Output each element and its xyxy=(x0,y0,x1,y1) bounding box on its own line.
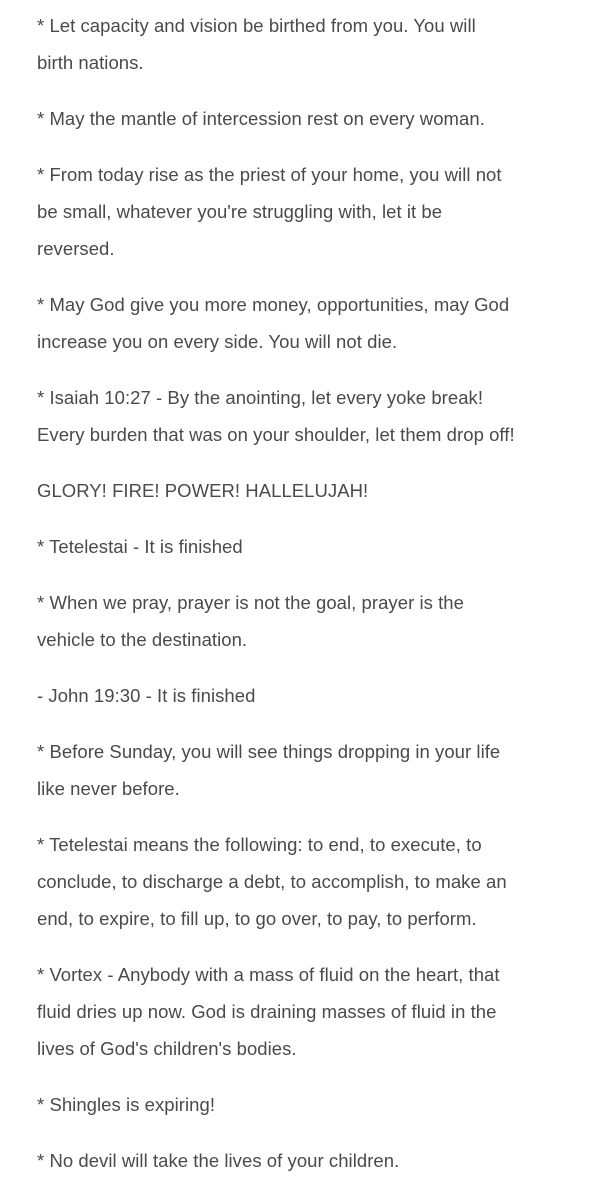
paragraph-vortex xyxy=(37,956,598,1067)
text-line: * Let capacity and vision be birthed from you. You will xyxy=(37,15,476,36)
paragraph-capacity-vision xyxy=(37,7,598,81)
text-line: * Tetelestai means the following: to end, to execute, to xyxy=(37,834,482,855)
paragraph-tetelestai-meaning xyxy=(37,826,598,937)
text-line: * Tetelestai - It is finished xyxy=(37,536,243,557)
text-line: fluid dries up now. God is draining masses of fluid in the xyxy=(37,1001,497,1022)
text-line: end, to expire, to fill up, to go over, to pay, to perform. xyxy=(37,908,477,929)
text-line: lives of God's children's bodies. xyxy=(37,1038,297,1059)
text-line: * From today rise as the priest of your home, you will not xyxy=(37,164,502,185)
text-line: vehicle to the destination. xyxy=(37,629,248,650)
paragraph-no-devil xyxy=(37,1142,598,1179)
text-line: - John 19:30 - It is finished xyxy=(37,685,256,706)
paragraph-tetelestai xyxy=(37,528,598,565)
paragraph-glory-fire-power xyxy=(37,472,598,509)
text-line: * Before Sunday, you will see things dropping in your life xyxy=(37,741,501,762)
paragraph-money-opportunities xyxy=(37,286,598,360)
text-line: GLORY! FIRE! POWER! HALLELUJAH! xyxy=(37,480,369,501)
paragraph-when-we-pray xyxy=(37,584,598,658)
text-line: Every burden that was on your shoulder, let them drop off! xyxy=(37,424,515,445)
text-line: like never before. xyxy=(37,778,180,799)
text-line: reversed. xyxy=(37,238,115,259)
text-line: increase you on every side. You will not die. xyxy=(37,331,398,352)
text-line: * Vortex - Anybody with a mass of fluid on the heart, that xyxy=(37,964,500,985)
text-line: be small, whatever you're struggling with, let it be xyxy=(37,201,443,222)
text-line: * Shingles is expiring! xyxy=(37,1094,216,1115)
text-line: conclude, to discharge a debt, to accomplish, to make an xyxy=(37,871,507,892)
paragraph-isaiah-10-27 xyxy=(37,379,598,453)
text-line: * No devil will take the lives of your children. xyxy=(37,1150,400,1171)
paragraph-before-sunday xyxy=(37,733,598,807)
text-line: * May the mantle of intercession rest on every woman. xyxy=(37,108,485,129)
text-line: * Isaiah 10:27 - By the anointing, let every yoke break! xyxy=(37,387,484,408)
paragraph-priest-of-home xyxy=(37,156,598,267)
paragraph-shingles xyxy=(37,1086,598,1123)
text-line: * When we pray, prayer is not the goal, prayer is the xyxy=(37,592,464,613)
text-line: birth nations. xyxy=(37,52,144,73)
paragraph-mantle-intercession xyxy=(37,100,598,137)
text-line: * May God give you more money, opportunities, may God xyxy=(37,294,510,315)
paragraph-john-19-30 xyxy=(37,677,598,714)
